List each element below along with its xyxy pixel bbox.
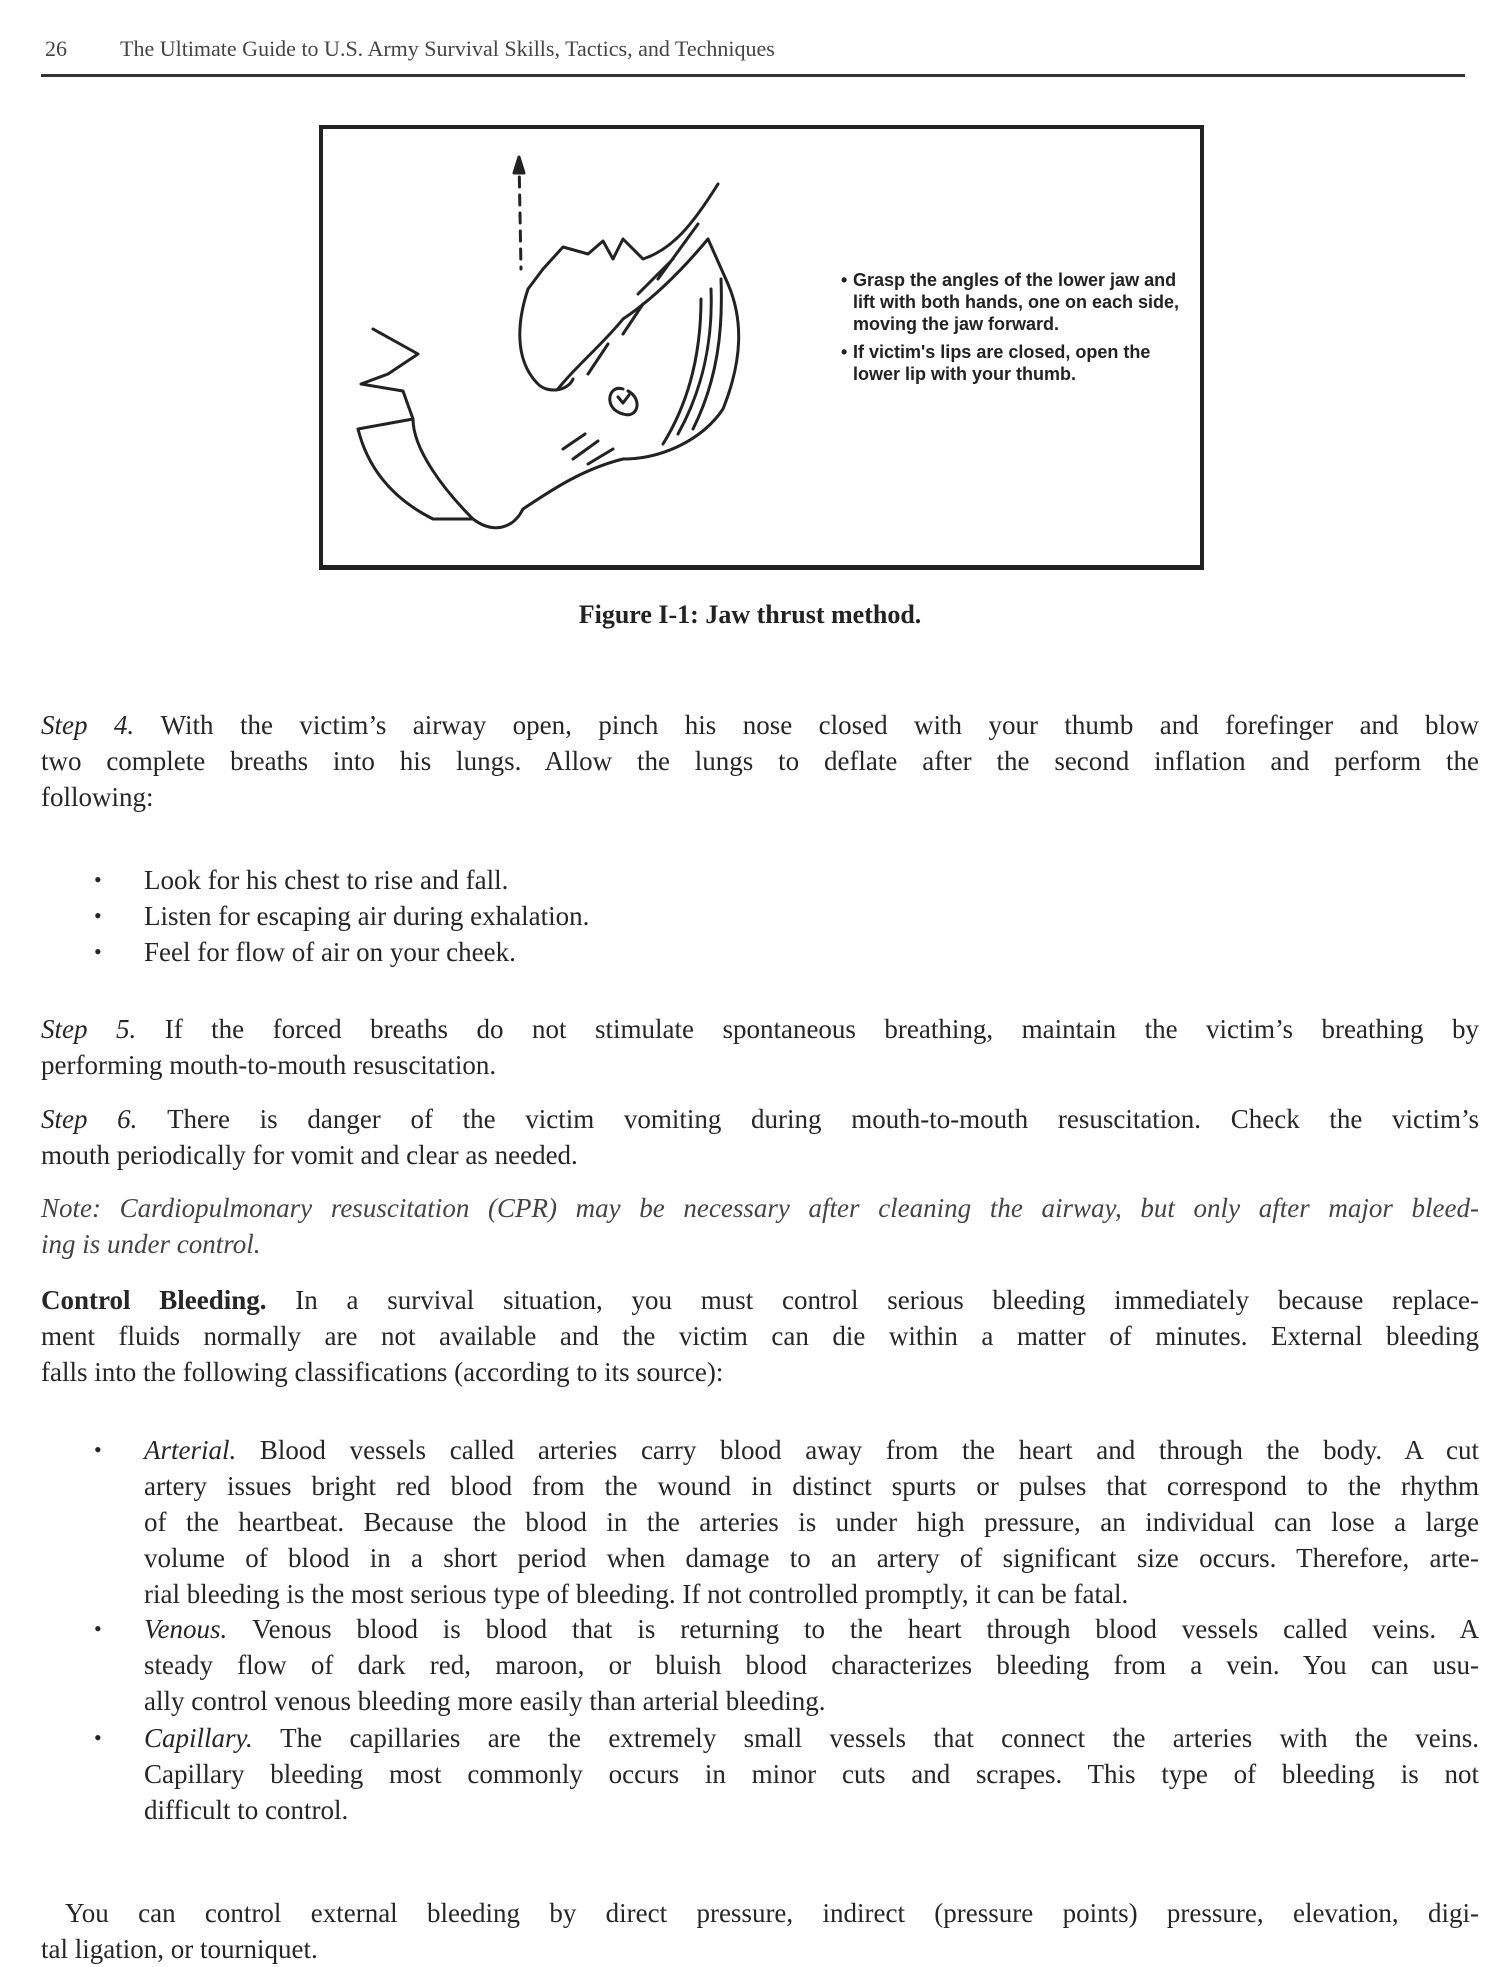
paragraph bbox=[41, 1895, 1479, 1967]
bullet-item bbox=[94, 898, 1479, 934]
paragraph bbox=[41, 1101, 1479, 1173]
figure-jaw-thrust bbox=[319, 125, 1204, 570]
text-line: Look for his chest to rise and fall. bbox=[144, 865, 509, 895]
text-line: Step 6. There is danger of the victim vomiting during mouth-to-mouth resuscitation. Check the victim’s bbox=[41, 1104, 1479, 1134]
text-line: Venous. Venous blood is blood that is returning to the heart through blood vessels called veins. A bbox=[144, 1614, 1479, 1644]
header-rule bbox=[41, 74, 1465, 77]
bullet-icon: • bbox=[94, 903, 102, 928]
text-line: two complete breaths into his lungs. Allow the lungs to deflate after the second inflation and perform the bbox=[41, 746, 1479, 776]
text-line: rial bleeding is the most serious type of bleeding. If not controlled promptly, it can be fatal. bbox=[144, 1579, 1129, 1609]
text-line: mouth periodically for vomit and clear as needed. bbox=[41, 1140, 578, 1170]
bullet-icon: • bbox=[94, 867, 102, 892]
text-line: volume of blood in a short period when damage to an artery of significant size occurs. Therefore, arte- bbox=[144, 1543, 1479, 1573]
bullet-icon: • bbox=[841, 270, 848, 290]
paragraph-lead: Arterial. bbox=[144, 1435, 260, 1465]
running-header-title: The Ultimate Guide to U.S. Army Survival Skills, Tactics, and Techniques bbox=[120, 36, 775, 61]
paragraph-lead: Step 4. bbox=[41, 710, 161, 740]
text-line: Step 4. With the victim’s airway open, pinch his nose closed with your thumb and forefinger and blow bbox=[41, 710, 1479, 740]
paragraph bbox=[41, 707, 1479, 815]
bullet-item bbox=[94, 934, 1479, 970]
text-line: Step 5. If the forced breaths do not stimulate spontaneous breathing, maintain the victim’s breathing by bbox=[41, 1014, 1479, 1044]
bullet-icon: • bbox=[94, 939, 102, 964]
figure-bullet: • Grasp the angles of the lower jaw and lift with both hands, one on each side, moving the jaw forward. bbox=[841, 270, 1180, 334]
page-number: 26 bbox=[45, 36, 67, 61]
text-line: tal ligation, or tourniquet. bbox=[41, 1934, 318, 1964]
bullet-item bbox=[94, 862, 1479, 898]
paragraph bbox=[41, 1011, 1479, 1083]
text-line: ally control venous bleeding more easily than arterial bleeding. bbox=[144, 1686, 826, 1716]
paragraph-lead: Step 5. bbox=[41, 1014, 165, 1044]
text-line: falls into the following classifications (according to its source): bbox=[41, 1357, 724, 1387]
text-line: difficult to control. bbox=[144, 1795, 349, 1825]
bullet-item bbox=[94, 1611, 1479, 1719]
bullet-icon: • bbox=[94, 1437, 102, 1462]
bullet-icon: • bbox=[841, 342, 848, 362]
text-line: Capillary bleeding most commonly occurs in minor cuts and scrapes. This type of bleeding is not bbox=[144, 1759, 1479, 1789]
text-line: ment fluids normally are not available and the victim can die within a matter of minutes. External bleeding bbox=[41, 1321, 1479, 1351]
paragraph bbox=[41, 1282, 1479, 1390]
text-line: Note: Cardiopulmonary resuscitation (CPR) may be necessary after cleaning the airway, but only after major bleed- bbox=[41, 1193, 1479, 1223]
text-line: Feel for flow of air on your cheek. bbox=[144, 937, 516, 967]
text-line: Listen for escaping air during exhalation. bbox=[144, 901, 590, 931]
figure-bullet: • If victim's lips are closed, open the lower lip with your thumb. bbox=[841, 342, 1151, 384]
text-line: You can control external bleeding by direct pressure, indirect (pressure points) pressure, elevation, digi- bbox=[65, 1898, 1479, 1928]
text-line: artery issues bright red blood from the wound in distinct spurts or pulses that correspond to the rhythm bbox=[144, 1471, 1479, 1501]
bullet-icon: • bbox=[94, 1725, 102, 1750]
text-line: Arterial. Blood vessels called arteries carry blood away from the heart and through the body. A cut bbox=[144, 1435, 1479, 1465]
paragraph-lead: Control Bleeding. bbox=[41, 1285, 296, 1315]
text-line: following: bbox=[41, 782, 154, 812]
text-line: ing is under control. bbox=[41, 1229, 261, 1259]
paragraph bbox=[41, 1190, 1479, 1262]
text-line: Control Bleeding. In a survival situation, you must control serious bleeding immediately because replace- bbox=[41, 1285, 1479, 1315]
bullet-item bbox=[94, 1432, 1479, 1612]
paragraph-lead: Capillary. bbox=[144, 1723, 281, 1753]
text-line: performing mouth-to-mouth resuscitation. bbox=[41, 1050, 497, 1080]
paragraph-lead: Venous. bbox=[144, 1614, 253, 1644]
figure-instructions bbox=[841, 269, 1181, 391]
text-line: Capillary. The capillaries are the extremely small vessels that connect the arteries with the veins. bbox=[144, 1723, 1480, 1753]
text-line: steady flow of dark red, maroon, or bluish blood characterizes bleeding from a vein. You can usu- bbox=[144, 1650, 1479, 1680]
text-line: of the heartbeat. Because the blood in the arteries is under high pressure, an individual can lose a large bbox=[144, 1507, 1479, 1537]
bullet-item bbox=[94, 1720, 1480, 1828]
paragraph-lead: Step 6. bbox=[41, 1104, 168, 1134]
figure-caption: Figure I-1: Jaw thrust method. bbox=[578, 600, 922, 629]
bullet-icon: • bbox=[94, 1616, 102, 1641]
